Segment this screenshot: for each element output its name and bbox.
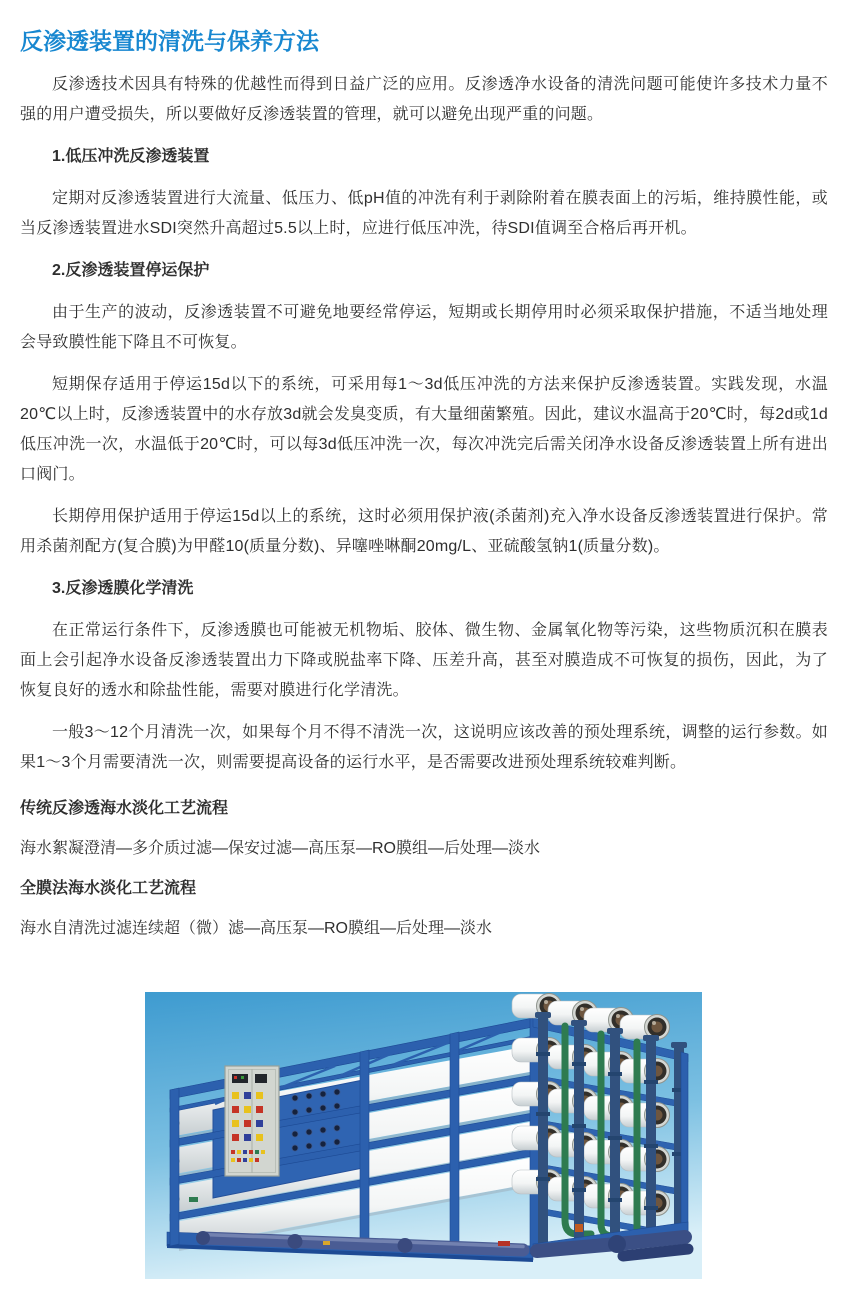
flow-1-steps: 海水絮凝澄清—多介质过滤—保安过滤—高压泵—RO膜组—后处理—淡水 [20, 840, 541, 857]
intro-paragraph: 反渗透技术因具有特殊的优越性而得到日益广泛的应用。反渗透净水设备的清洗问题可能使许多技术力量不强的用户遭受损失，所以要做好反渗透装置的管理，就可以避免出现严重的问题。 [20, 76, 828, 123]
flow-2-title: 全膜法海水淡化工艺流程 [20, 880, 197, 897]
section-2-heading: 2.反渗透装置停运保护 [52, 262, 210, 279]
section-3-heading: 3.反渗透膜化学清洗 [52, 580, 194, 597]
section-2-paragraph-3: 长期停用保护适用于停运15d以上的系统，这时必须用保护液(杀菌剂)充入净水设备反渗透装置进行保护。常用杀菌剂配方(复合膜)为甲醛10(质量分数)、异噻唑啉酮20mg/L、亚硫酸氢钠1(质量分数)。 [20, 508, 828, 555]
section-3-paragraph-2: 一般3～12个月清洗一次，如果每个月不得不清洗一次，这说明应该改善的预处理系统，调整的运行参数。如果1～3个月需要清洗一次，则需要提高设备的运行水平，是否需要改进预处理系统较难判断。 [20, 724, 828, 771]
section-2-paragraph-1: 由于生产的波动，反渗透装置不可避免地要经常停运，短期或长期停用时必须采取保护措施，不适当地处理会导致膜性能下降且不可恢复。 [20, 304, 828, 351]
section-3-paragraph-1: 在正常运行条件下，反渗透膜也可能被无机物垢、胶体、微生物、金属氧化物等污染，这些物质沉积在膜表面上会引起净水设备反渗透装置出力下降或脱盐率下降、压差升高，甚至对膜造成不可恢复的损伤，因此，为了恢复良好的透水和除盐性能，需要对膜进行化学清洗。 [20, 622, 828, 699]
flow-2-steps: 海水自清洗过滤连续超（微）滤—高压泵—RO膜组—后处理—淡水 [20, 920, 493, 937]
section-1-heading: 1.低压冲洗反渗透装置 [52, 148, 210, 165]
ro-equipment-illustration [145, 992, 702, 1279]
flow-1-title: 传统反渗透海水淡化工艺流程 [20, 800, 229, 817]
page-title: 反渗透装置的清洗与保养方法 [20, 28, 319, 54]
ro-equipment-photo [145, 992, 702, 1279]
section-2-paragraph-2: 短期保存适用于停运15d以下的系统，可采用每1～3d低压冲洗的方法来保护反渗透装置。实践发现，水温20℃以上时，反渗透装置中的水存放3d就会发臭变质，有大量细菌繁殖。因此，建议水温高于20℃时，每2d或1d低压冲洗一次，水温低于20℃时，可以每3d低压冲洗一次，每次冲洗完后需关闭净水设备反渗透装置上所有进出口阀门。 [20, 376, 828, 483]
section-1-paragraph: 定期对反渗透装置进行大流量、低压力、低pH值的冲洗有利于剥除附着在膜表面上的污垢，维持膜性能，或当反渗透装置进水SDI突然升高超过5.5以上时，应进行低压冲洗，待SDI值调至合格后再开机。 [20, 190, 828, 237]
